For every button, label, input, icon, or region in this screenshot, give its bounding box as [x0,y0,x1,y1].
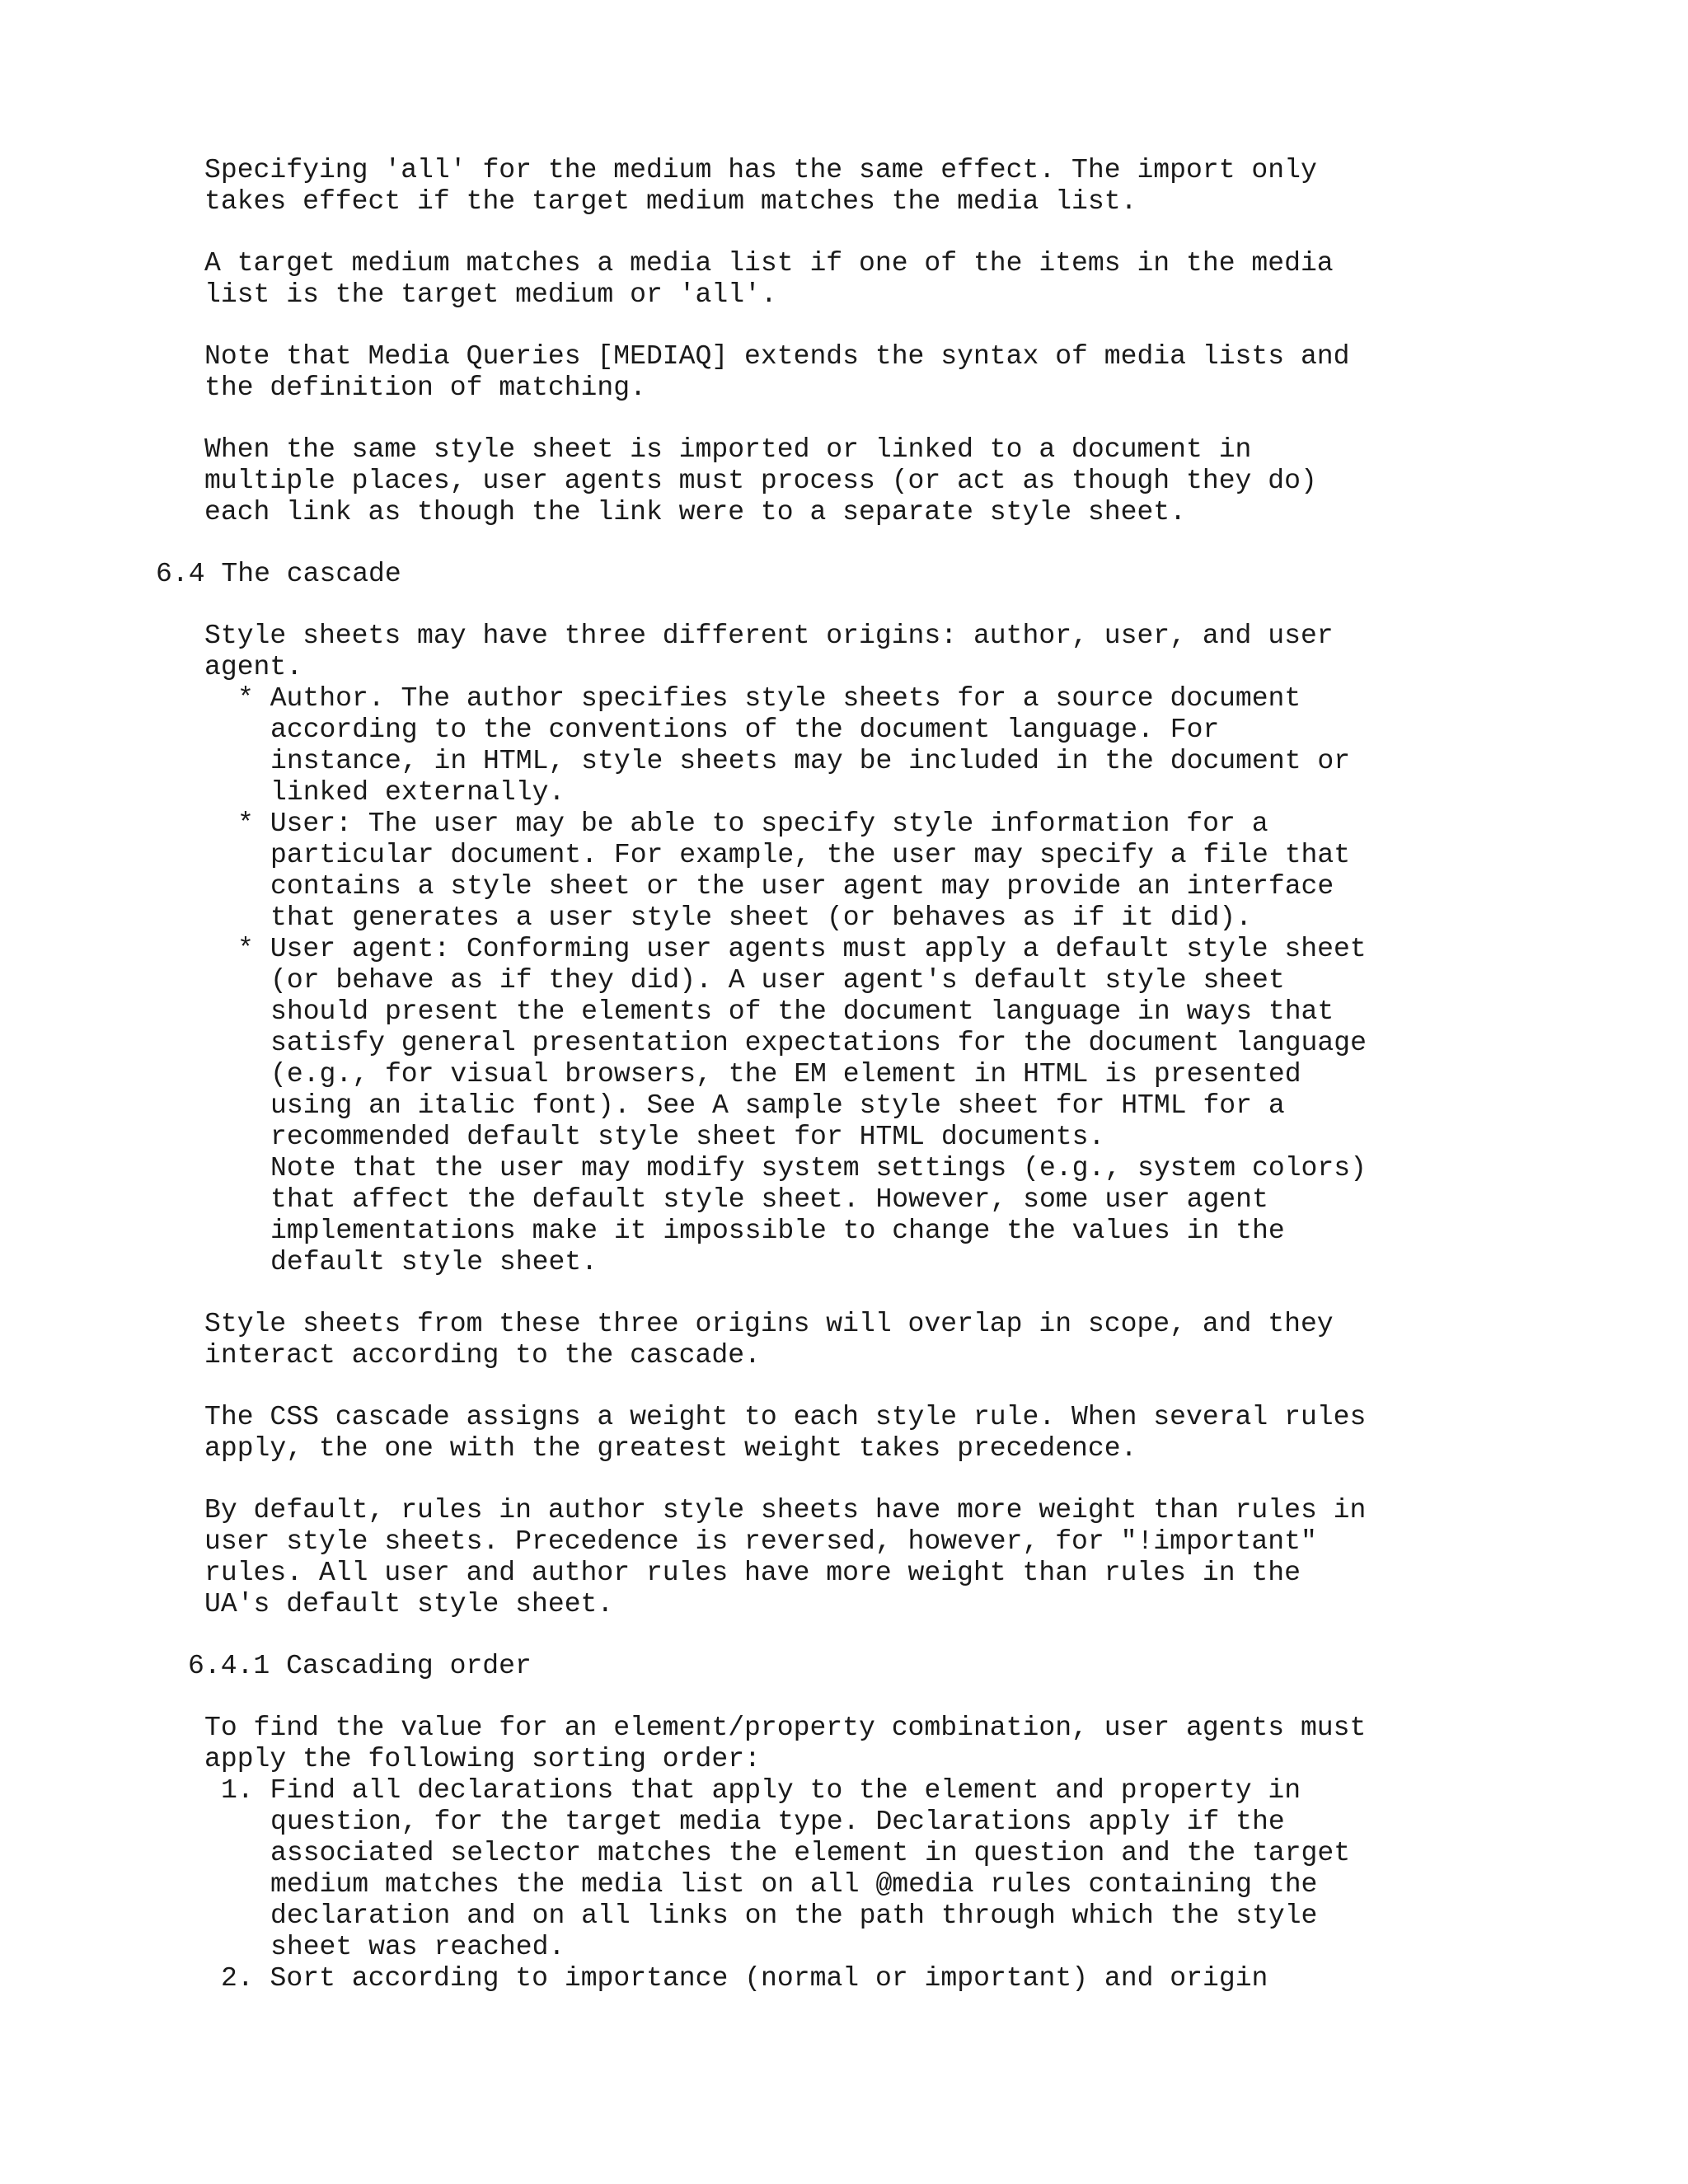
paragraph-line: each link as though the link were to a separate style sheet. [204,496,1187,527]
list-item-continuation: particular document. For example, the user may specify a file that [270,839,1351,870]
list-item-continuation: declaration and on all links on the path through which the style [270,1900,1318,1931]
paragraph-line: Note that Media Queries [MEDIAQ] extends the syntax of media lists and [204,340,1350,372]
paragraph-line: The CSS cascade assigns a weight to each style rule. When several rules [204,1401,1367,1432]
list-item-continuation: associated selector matches the element in question and the target [270,1837,1351,1868]
list-item-continuation: should present the elements of the document language in ways that [270,996,1334,1027]
paragraph-line: Specifying 'all' for the medium has the same effect. The import only [204,154,1317,185]
list-item-continuation: default style sheet. [270,1246,598,1277]
list-item-continuation: satisfy general presentation expectations for the document language [270,1027,1367,1058]
paragraph-line: Style sheets from these three origins will overlap in scope, and they [204,1308,1334,1339]
list-item-continuation: that affect the default style sheet. However, some user agent [270,1183,1268,1215]
paragraph-line: By default, rules in author style sheets have more weight than rules in [204,1494,1367,1526]
paragraph-line: user style sheets. Precedence is reversed, however, for "!important" [204,1526,1317,1557]
paragraph-line: agent. [204,651,303,682]
list-item-continuation: question, for the target media type. Declarations apply if the [270,1806,1285,1837]
list-item-user: * User: The user may be able to specify style information for a [237,808,1268,839]
list-item-continuation: according to the conventions of the document language. For [270,714,1220,745]
section-heading: 6.4 The cascade [156,558,401,589]
list-item-author: * Author. The author specifies style sheets for a source document [237,682,1301,714]
paragraph-line: When the same style sheet is imported or linked to a document in [204,434,1252,465]
paragraph-line: multiple places, user agents must process (or act as though they do) [204,465,1317,496]
list-item-continuation: (e.g., for visual browsers, the EM element in HTML is presented [270,1058,1301,1090]
list-item-continuation: (or behave as if they did). A user agent's default style sheet [270,964,1285,996]
paragraph-line: the definition of matching. [204,372,646,403]
list-item-continuation: that generates a user style sheet (or behaves as if it did). [270,902,1253,933]
paragraph-line: list is the target medium or 'all'. [204,279,777,310]
list-item-continuation: linked externally. [270,776,565,808]
paragraph-line: Style sheets may have three different origins: author, user, and user [204,620,1334,651]
paragraph-line: apply, the one with the greatest weight takes precedence. [204,1432,1137,1464]
paragraph-line: To find the value for an element/property combination, user agents must [204,1712,1367,1743]
list-item-continuation: sheet was reached. [270,1931,565,1962]
paragraph-line: A target medium matches a media list if one of the items in the media [204,247,1334,279]
list-item-continuation: medium matches the media list on all @media rules containing the [270,1868,1318,1900]
paragraph-line: rules. All user and author rules have more weight than rules in the [204,1557,1301,1588]
paragraph-line: UA's default style sheet. [204,1588,614,1619]
list-item-continuation: implementations make it impossible to change the values in the [270,1215,1285,1246]
paragraph-line: apply the following sorting order: [204,1743,761,1774]
list-item-continuation: instance, in HTML, style sheets may be included in the document or [270,745,1351,776]
subsection-heading: 6.4.1 Cascading order [188,1650,532,1681]
list-item-continuation: recommended default style sheet for HTML documents. [270,1121,1105,1152]
list-item-note: Note that the user may modify system settings (e.g., system colors) [270,1152,1367,1183]
ordered-list-item: 1. Find all declarations that apply to the element and property in [221,1774,1301,1806]
ordered-list-item: 2. Sort according to importance (normal or important) and origin [221,1962,1268,1994]
paragraph-line: takes effect if the target medium matches the media list. [204,185,1137,217]
list-item-user-agent: * User agent: Conforming user agents must apply a default style sheet [237,933,1367,964]
paragraph-line: interact according to the cascade. [204,1339,761,1371]
list-item-continuation: using an italic font). See A sample style sheet for HTML for a [270,1090,1285,1121]
list-item-continuation: contains a style sheet or the user agent may provide an interface [270,870,1334,902]
